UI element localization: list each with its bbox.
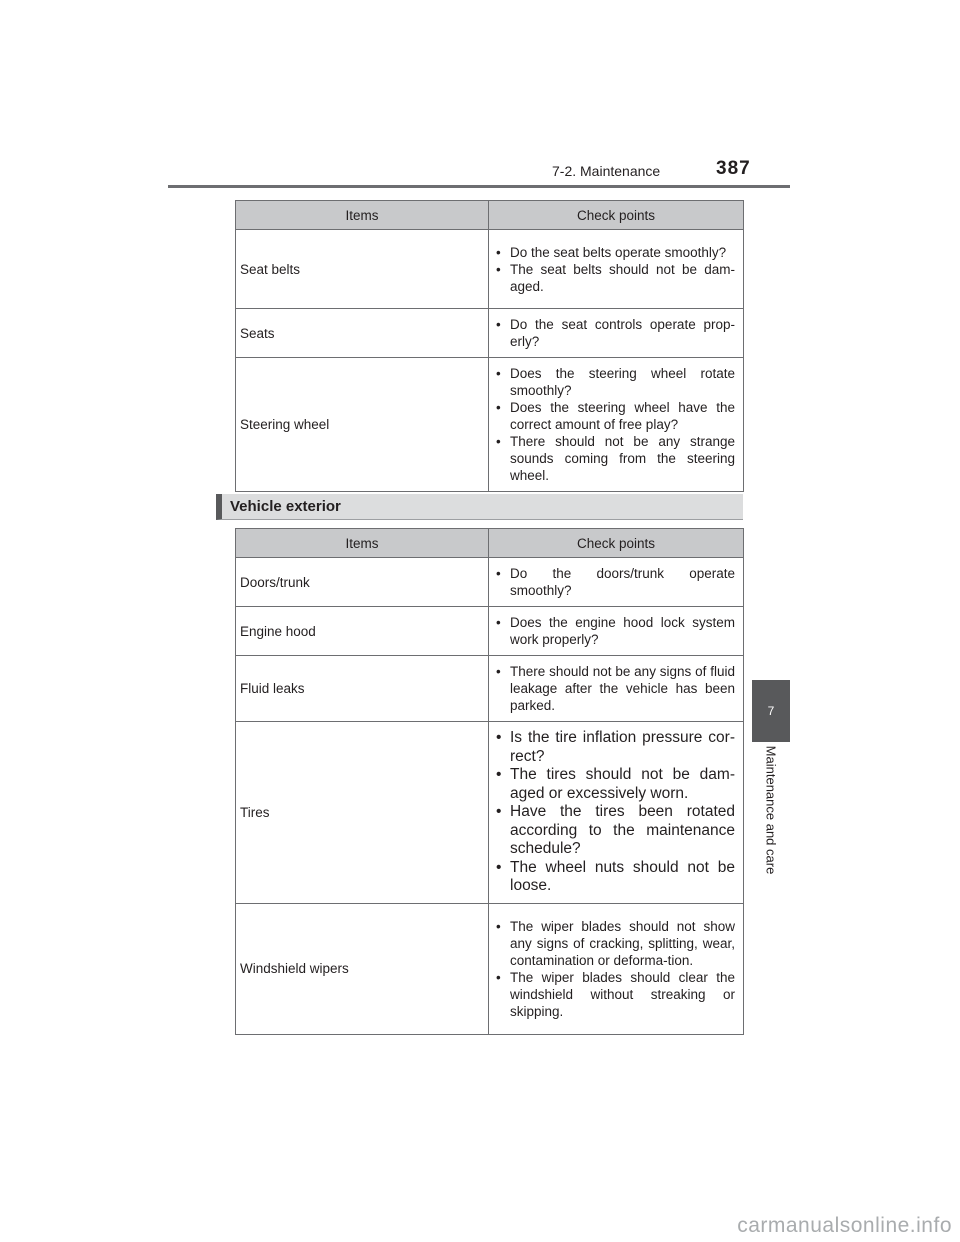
chapter-title: Maintenance and care: [763, 745, 779, 875]
chapter-tab: [752, 680, 790, 742]
check-points-cell: [489, 607, 744, 656]
check-point: • Does the engine hood lock system work properly?: [493, 614, 735, 648]
table-header-row: [236, 529, 744, 558]
check-points-cell: [489, 656, 744, 722]
exterior-check-table: [235, 528, 744, 1035]
header-section-title: 7-2. Maintenance: [552, 163, 661, 179]
item-cell: Seat belts: [236, 230, 489, 309]
item-cell: Windshield wipers: [236, 903, 489, 1034]
table-row: [236, 309, 744, 358]
page-number: 387: [716, 158, 751, 179]
header-rule: [168, 185, 790, 188]
table-row: [236, 607, 744, 656]
table-row: [236, 558, 744, 607]
check-points-cell: [489, 903, 744, 1034]
interior-check-table: [235, 200, 744, 492]
table-row: [236, 358, 744, 492]
item-cell: Doors/trunk: [236, 558, 489, 607]
column-header-check-points: Check points: [489, 529, 744, 558]
check-point: • The wiper blades should not show any signs of cracking, splitting, wear, contamination or deforma-tion.: [493, 918, 735, 969]
check-point: • The wheel nuts should not be loose.: [493, 859, 735, 896]
check-point: • The tires should not be dam-aged or excessively worn.: [493, 766, 735, 803]
item-cell: Seats: [236, 309, 489, 358]
table-row: [236, 722, 744, 904]
table-header-row: [236, 201, 744, 230]
section-heading-bar: [216, 494, 743, 520]
check-points-cell: [489, 358, 744, 492]
item-cell: Tires: [236, 722, 489, 904]
check-point: • Is the tire inflation pressure cor-rect?: [493, 729, 735, 766]
item-cell: Engine hood: [236, 607, 489, 656]
watermark-text: carmanualsonline.info: [737, 1214, 952, 1237]
check-points-cell: [489, 230, 744, 309]
check-point: • Do the seat belts operate smoothly?: [493, 244, 735, 261]
check-points-cell: [489, 558, 744, 607]
item-cell: Fluid leaks: [236, 656, 489, 722]
check-points-cell: [489, 722, 744, 904]
section-heading: Vehicle exterior: [230, 498, 341, 515]
item-cell: Steering wheel: [236, 358, 489, 492]
check-point: • The wiper blades should clear the windshield without streaking or skipping.: [493, 969, 735, 1020]
table-row: [236, 903, 744, 1034]
check-points-cell: [489, 309, 744, 358]
check-point: • Do the doors/trunk operate smoothly?: [493, 565, 735, 599]
check-point: • There should not be any strange sounds coming from the steering wheel.: [493, 433, 735, 484]
column-header-items: Items: [236, 529, 489, 558]
column-header-check-points: Check points: [489, 201, 744, 230]
check-point: • Do the seat controls operate prop-erly?: [493, 316, 735, 350]
column-header-items: Items: [236, 201, 489, 230]
table-row: [236, 656, 744, 722]
chapter-number: 7: [767, 704, 775, 718]
table-row: [236, 230, 744, 309]
check-point: • Does the steering wheel have the correct amount of free play?: [493, 399, 735, 433]
check-point: • Does the steering wheel rotate smoothly?: [493, 365, 735, 399]
check-point: • The seat belts should not be dam-aged.: [493, 261, 735, 295]
check-point: • Have the tires been rotated according to the maintenance schedule?: [493, 803, 735, 859]
check-point: • There should not be any signs of fluid leakage after the vehicle has been parked.: [493, 663, 735, 714]
